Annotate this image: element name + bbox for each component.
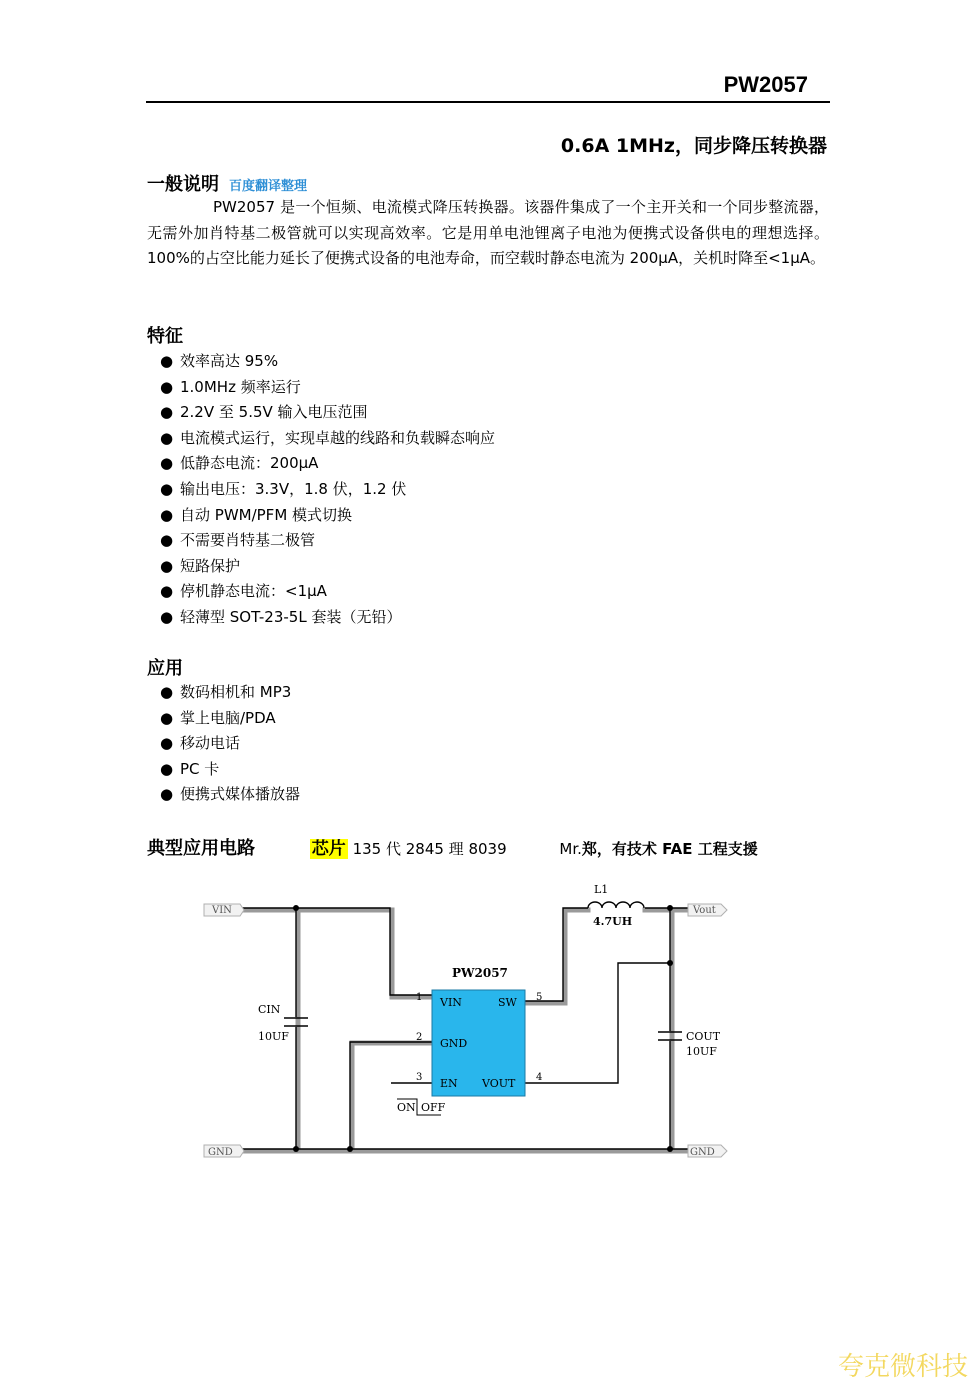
ic-name: PW2057 xyxy=(452,966,508,980)
list-item: ● 不需要肖特基二极管 xyxy=(160,528,495,554)
general-description-paragraph xyxy=(147,195,829,272)
port-gnd-left-label: GND xyxy=(208,1147,233,1158)
wire-shadow-sw xyxy=(525,910,588,1003)
pin-en-label: EN xyxy=(440,1077,458,1090)
list-item: ● 停机静态电流：<1μA xyxy=(160,579,495,605)
bullet-icon: ● xyxy=(160,403,174,422)
wire-gnd-pin xyxy=(350,1042,432,1149)
port-vin-label: VIN xyxy=(212,905,232,916)
chip-highlight-label: 芯片 xyxy=(311,839,346,859)
wire-shadow-gnd-pin xyxy=(352,1043,432,1151)
list-item: ● 1.0MHz 频率运行 xyxy=(160,375,495,401)
junction-dot xyxy=(293,905,299,911)
wire-vin xyxy=(242,908,432,995)
port-vin xyxy=(204,904,244,916)
port-gnd-left xyxy=(204,1145,244,1158)
header-rule xyxy=(146,101,830,103)
list-item: ● 移动电话 xyxy=(160,731,300,757)
list-item: ● 2.2V 至 5.5V 输入电压范围 xyxy=(160,400,495,426)
applications-list xyxy=(160,680,300,808)
pin-gnd-label: GND xyxy=(440,1037,468,1050)
wire-shadow-vin xyxy=(242,910,432,997)
bullet-icon: ● xyxy=(160,607,174,626)
list-item: ● 输出电压：3.3V，1.8 伏，1.2 伏 xyxy=(160,477,495,503)
fae-support-text: Mr.郑，有技术 FAE 工程支援 xyxy=(559,840,758,858)
port-vout-label: Vout xyxy=(693,905,716,916)
junction-dot xyxy=(667,905,673,911)
bullet-icon: ● xyxy=(160,454,174,473)
list-item: ● 轻薄型 SOT-23-5L 套装（无铅） xyxy=(160,605,495,631)
bullet-icon: ● xyxy=(160,708,174,727)
list-item: ● 自动 PWM/PFM 模式切换 xyxy=(160,503,495,529)
wire-vout-feedback xyxy=(525,963,670,1083)
junction-dot xyxy=(293,1146,299,1152)
section-heading-applications: 应用 xyxy=(147,658,183,679)
bullet-icon: ● xyxy=(160,479,174,498)
document-title: 0.6A 1MHz，同步降压转换器 xyxy=(560,135,827,157)
junction-dot xyxy=(667,960,673,966)
pin-number-3: 3 xyxy=(416,1072,423,1083)
list-item: ● PC 卡 xyxy=(160,757,300,783)
bullet-icon: ● xyxy=(160,785,174,804)
bullet-icon: ● xyxy=(160,759,174,778)
list-item: ● 电流模式运行，实现卓越的线路和负载瞬态响应 xyxy=(160,426,495,452)
list-item: ● 掌上电脑/PDA xyxy=(160,706,300,732)
general-paragraph-text: PW2057 是一个恒频、电流模式降压转换器。该器件集成了一个主开关和一个同步整流器，无需外加肖特基二极管就可以实现高效率。它是用单电池锂离子电池为便携式设备供电的理想选择。100%的占空比能力延长了便携式设备的电池寿命，而空载时静态电流为 200μA，关机时降至<1μA。 xyxy=(147,198,829,267)
features-list xyxy=(160,349,495,631)
inductor-coil xyxy=(588,902,644,908)
list-item: ● 低静态电流：200μA xyxy=(160,451,495,477)
watermark: 夸克微科技 xyxy=(837,1352,968,1382)
port-gnd-right xyxy=(688,1145,727,1158)
cout-name: COUT xyxy=(686,1030,721,1043)
cout-value: 10UF xyxy=(686,1045,717,1058)
pin-number-1: 1 xyxy=(416,992,423,1003)
bullet-icon: ● xyxy=(160,582,174,601)
bullet-icon: ● xyxy=(160,683,174,701)
section-heading-features: 特征 xyxy=(147,326,183,347)
switch-on-label: ON xyxy=(397,1101,416,1114)
pin-sw-label: SW xyxy=(498,996,517,1009)
list-item: ● 效率高达 95% xyxy=(160,349,495,375)
list-item: ● 短路保护 xyxy=(160,554,495,580)
circuit-section-header xyxy=(147,834,758,860)
pin-number-2: 2 xyxy=(416,1032,423,1043)
translation-note[interactable]: 百度翻译整理 xyxy=(229,179,308,194)
port-gnd-right-label: GND xyxy=(690,1147,715,1158)
switch-off-label: OFF xyxy=(421,1101,446,1114)
bullet-icon: ● xyxy=(160,352,174,370)
pin-number-4: 4 xyxy=(536,1072,543,1083)
bullet-icon: ● xyxy=(160,556,174,575)
bullet-icon: ● xyxy=(160,734,174,753)
part-number: PW2057 xyxy=(723,72,808,97)
cin-name: CIN xyxy=(258,1003,281,1016)
list-item: ● 数码相机和 MP3 xyxy=(160,680,300,706)
cin-value: 10UF xyxy=(258,1030,289,1043)
general-heading-text: 一般说明 xyxy=(147,174,219,195)
bullet-icon: ● xyxy=(160,377,174,396)
inductor-value: 4.7UH xyxy=(593,915,633,928)
pin-number-5: 5 xyxy=(536,992,543,1003)
port-vout xyxy=(688,904,727,916)
junction-dot xyxy=(347,1146,353,1152)
bullet-icon: ● xyxy=(160,428,174,447)
pin-vout-label: VOUT xyxy=(482,1077,516,1090)
section-heading-general xyxy=(147,170,307,196)
bullet-icon: ● xyxy=(160,531,174,550)
inductor-name: L1 xyxy=(594,883,609,896)
bullet-icon: ● xyxy=(160,505,174,524)
section-heading-circuit: 典型应用电路 xyxy=(147,838,255,859)
contact-number: 135 代 2845 理 8039 xyxy=(352,840,507,858)
list-item: ● 便携式媒体播放器 xyxy=(160,782,300,808)
wire-sw xyxy=(525,908,588,1001)
pin-vin-label: VIN xyxy=(440,996,462,1009)
typical-application-circuit xyxy=(195,876,735,1166)
junction-dot xyxy=(667,1146,673,1152)
